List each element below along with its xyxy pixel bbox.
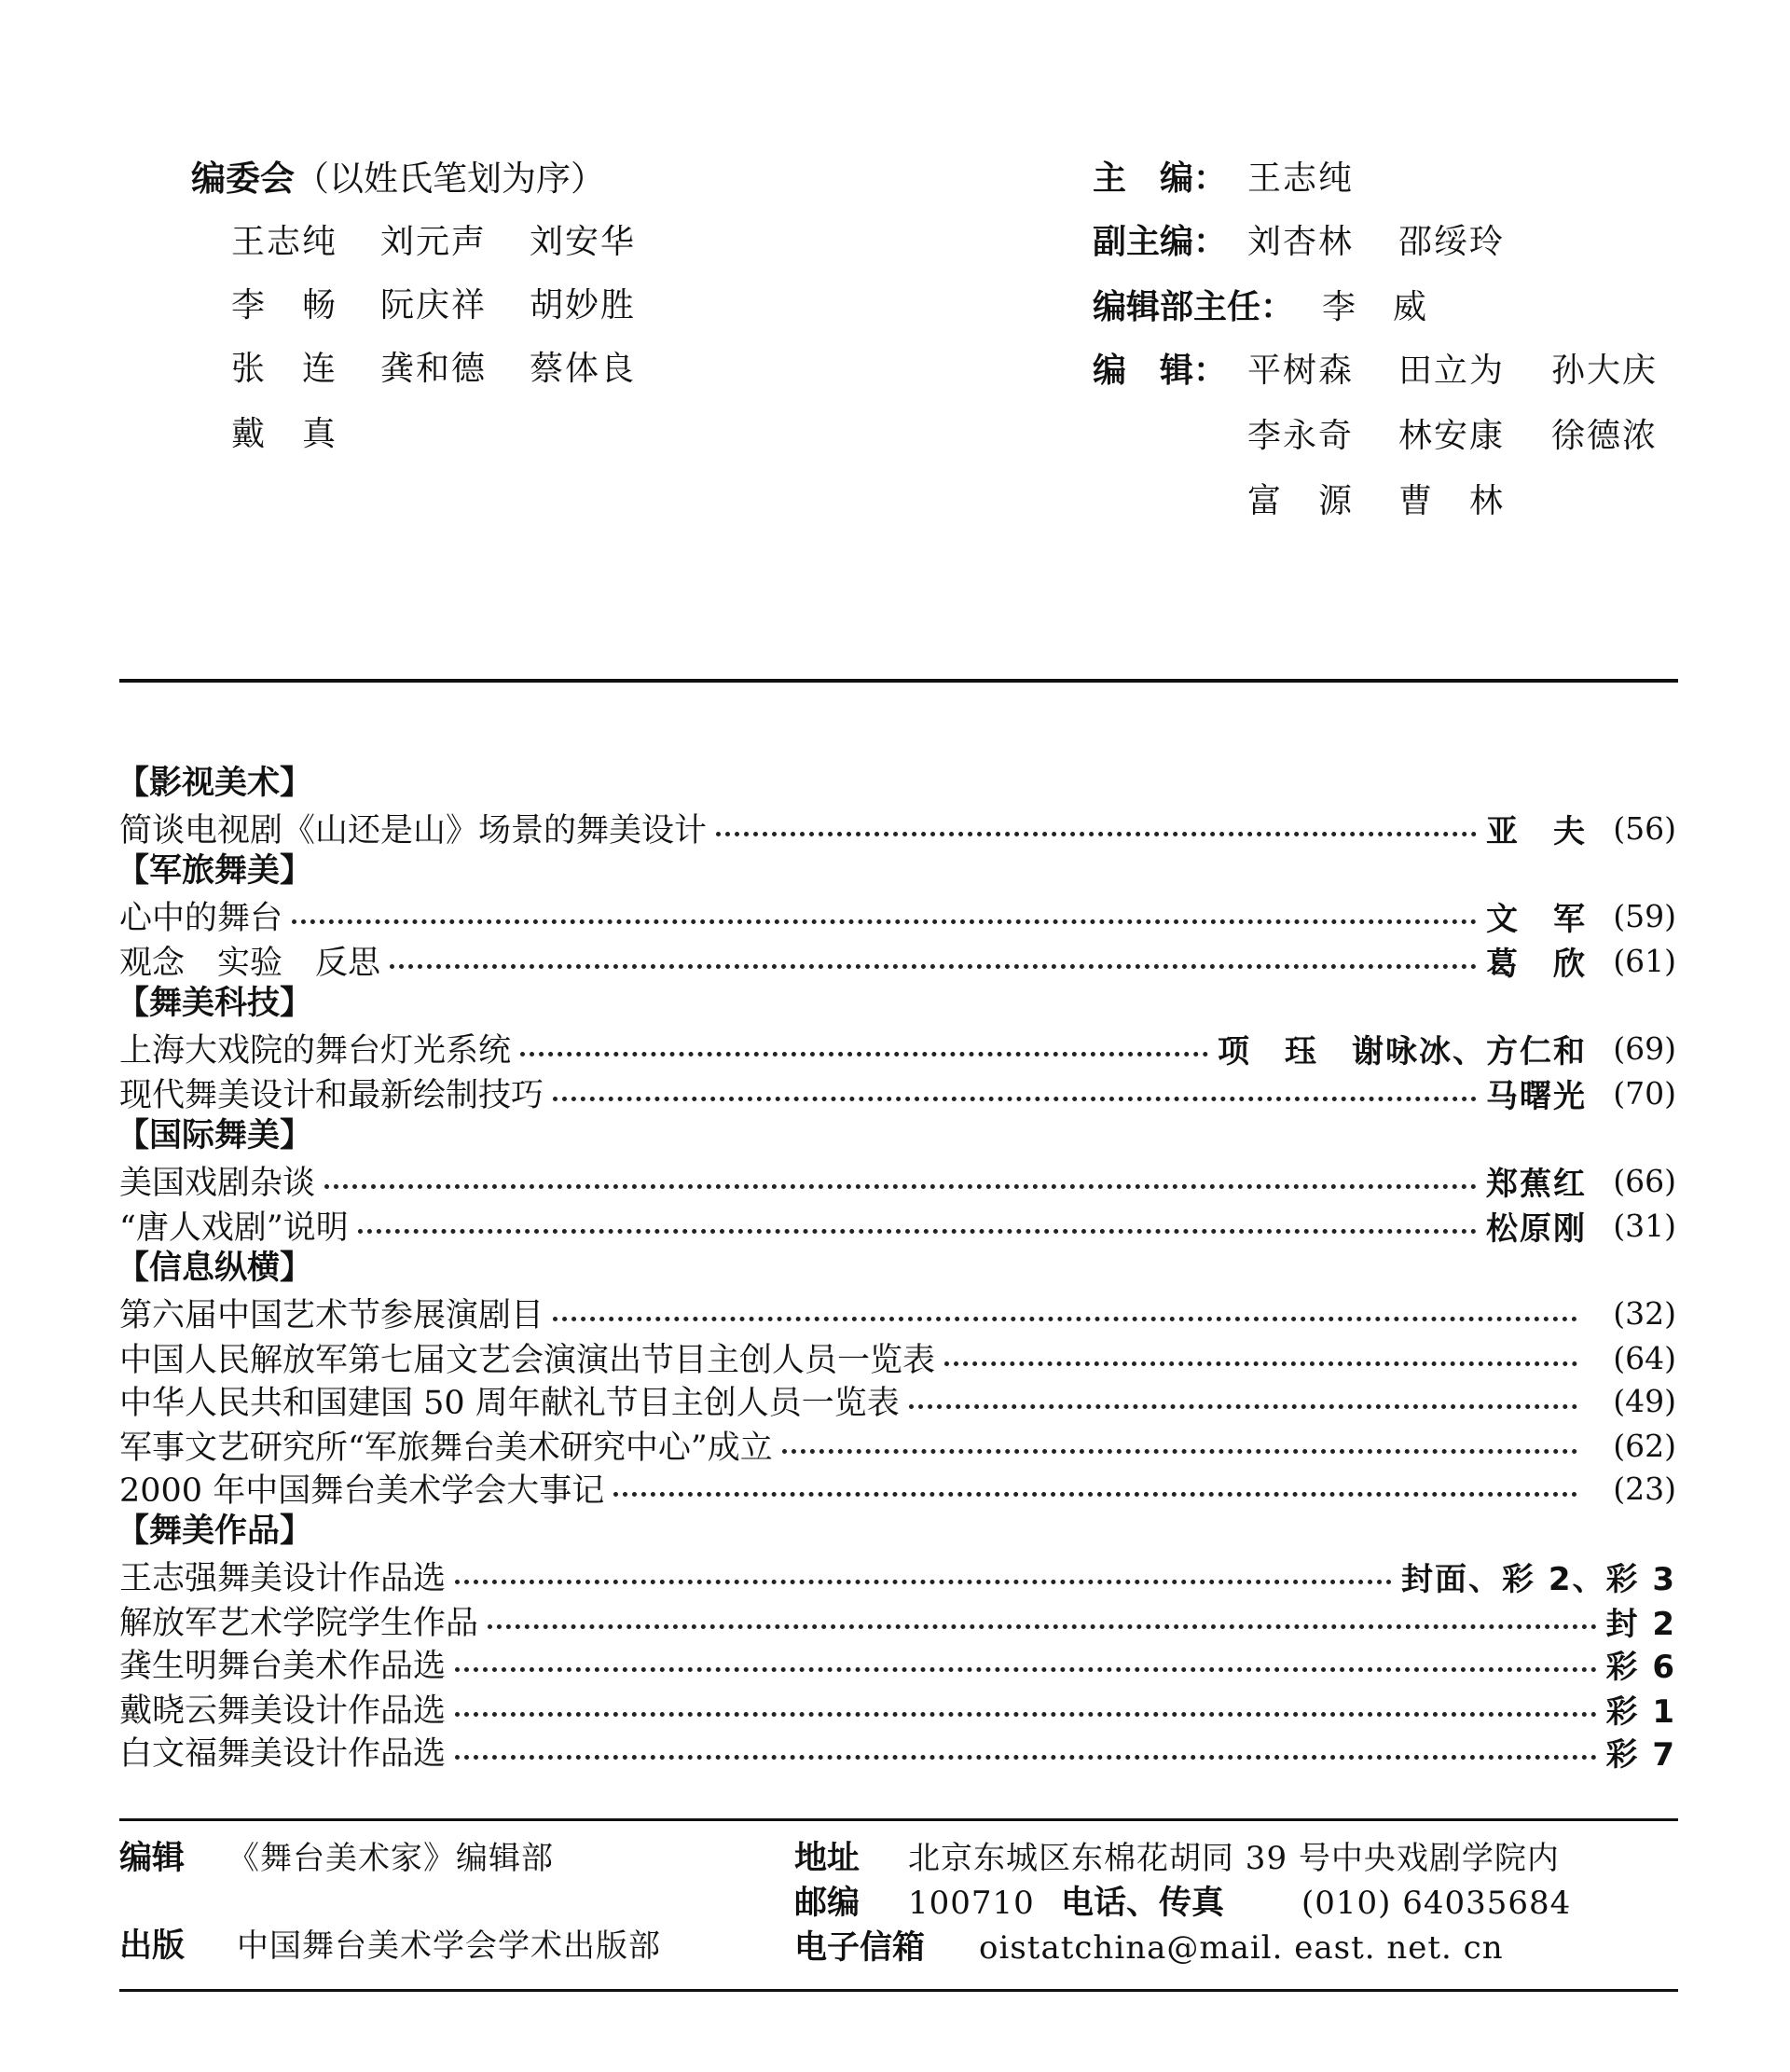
toc-entry-title: 龚生明舞台美术作品选 (119, 1648, 447, 1685)
toc-section-heading: 【舞美作品】 (117, 1513, 313, 1550)
toc-entry (119, 1686, 1676, 1731)
toc-entry-page: (64) (1613, 1339, 1676, 1376)
editor-name: 富 源 (1247, 482, 1355, 520)
toc-entry (119, 1641, 1676, 1686)
committee-member: 王志纯 (231, 223, 338, 261)
toc-entry (119, 1203, 1676, 1248)
toc-entry-author: 郑蕉红 (1486, 1165, 1587, 1203)
committee-member: 阮庆祥 (380, 286, 488, 325)
committee-note: （以姓氏笔划为序） (295, 159, 605, 199)
toc-leader-dots (716, 832, 1477, 836)
editor-name: 平树森 (1247, 352, 1355, 390)
toc-entry (119, 893, 1676, 938)
toc-leader-dots (553, 1097, 1477, 1101)
toc-leader-dots (455, 1667, 1596, 1672)
toc-entry-title: 观念 实验 反思 (119, 945, 381, 982)
toc-leader-dots (520, 1052, 1208, 1057)
toc-entry (119, 1378, 1676, 1423)
footer-divider (119, 1989, 1678, 1992)
postcode-value: 100710 (908, 1885, 1035, 1922)
toc-entry (119, 1423, 1676, 1468)
email-value: oistatchina@mail. east. net. cn (979, 1929, 1504, 1967)
committee-title: 编委会 (191, 159, 295, 199)
committee-member: 张 连 (231, 350, 338, 388)
toc-entry (119, 1729, 1676, 1774)
editorial-director: 李 威 (1322, 288, 1429, 326)
toc-entry-title: 美国戏剧杂谈 (119, 1165, 316, 1202)
toc-entry-title: 中国人民解放军第七届文艺会演演出节目主创人员一览表 (119, 1342, 936, 1379)
toc-entry-title: 2000 年中国舞台美术学会大事记 (119, 1472, 605, 1510)
toc-section-heading: 【信息纵横】 (117, 1250, 313, 1287)
toc-entry (119, 1554, 1676, 1598)
deputy-editor-label: 副主编： (1093, 223, 1228, 261)
committee-member: 龚和德 (380, 350, 488, 388)
toc-entry-title: 上海大戏院的舞台灯光系统 (119, 1032, 512, 1070)
toc-entry-page: (66) (1613, 1162, 1676, 1199)
toc-entry-title: 中华人民共和国建国 50 周年献礼节目主创人员一览表 (119, 1385, 900, 1422)
toc-entry-page: (32) (1613, 1294, 1676, 1332)
toc-leader-dots (488, 1624, 1596, 1629)
edit-label: 编辑 (119, 1840, 186, 1877)
toc-leader-dots (455, 1712, 1596, 1717)
toc-entry-title: 第六届中国艺术节参展演剧目 (119, 1297, 544, 1334)
toc-entry-page: (70) (1613, 1074, 1676, 1112)
toc-entry (119, 1598, 1676, 1643)
toc-entry-title: 简谈电视剧《山还是山》场景的舞美设计 (119, 812, 708, 850)
toc-entry-title: 白文福舞美设计作品选 (119, 1735, 447, 1773)
publish-label: 出版 (119, 1927, 186, 1965)
toc-entry (119, 1466, 1676, 1511)
contents-divider (119, 1818, 1678, 1821)
toc-entry (119, 1026, 1676, 1071)
toc-leader-dots (613, 1492, 1577, 1497)
toc-section-heading: 【影视美术】 (117, 765, 313, 802)
toc-entry-title: “唐人戏剧”说明 (119, 1209, 349, 1247)
toc-entry-location: 彩 1 (1605, 1692, 1676, 1731)
toc-entry (119, 1291, 1676, 1335)
postcode-label: 邮编 (794, 1885, 861, 1922)
masthead-divider (119, 679, 1678, 683)
address-value: 北京东城区东棉花胡同 39 号中央戏剧学院内 (908, 1840, 1560, 1877)
phone-label: 电话、传真 (1061, 1885, 1225, 1922)
toc-entry-author: 葛 欣 (1486, 945, 1587, 983)
toc-entry-page: (23) (1613, 1470, 1676, 1507)
editor-name: 徐德浓 (1551, 417, 1659, 455)
toc-leader-dots (358, 1229, 1477, 1234)
edit-value: 《舞台美术家》编辑部 (227, 1840, 554, 1877)
editor-name: 曹 林 (1398, 482, 1506, 520)
toc-entry (119, 806, 1676, 850)
editor-name: 李永奇 (1247, 417, 1355, 455)
toc-entry-title: 军事文艺研究所“军旅舞台美术研究中心”成立 (119, 1430, 773, 1467)
toc-section-heading: 【军旅舞美】 (117, 852, 313, 890)
toc-entry-page: (59) (1613, 897, 1676, 934)
chief-editor-label: 主 编： (1093, 159, 1228, 198)
toc-entry-location: 封 2 (1605, 1605, 1676, 1643)
toc-entry-author: 项 珏 谢咏冰、方仁和 (1218, 1032, 1587, 1071)
toc-entry-page: (69) (1613, 1029, 1676, 1067)
toc-entry-location: 彩 7 (1605, 1735, 1676, 1774)
toc-entry-title: 戴晓云舞美设计作品选 (119, 1692, 447, 1730)
toc-section-heading: 【舞美科技】 (117, 985, 313, 1022)
committee-member: 刘元声 (380, 223, 488, 261)
toc-entry-page: (31) (1613, 1207, 1676, 1244)
committee-member: 蔡体良 (530, 350, 637, 388)
toc-entry-author: 松原刚 (1486, 1209, 1587, 1248)
toc-entry-author: 文 军 (1486, 900, 1587, 938)
committee-member: 戴 真 (231, 415, 338, 453)
committee-member: 李 畅 (231, 286, 338, 325)
toc-entry (119, 1335, 1676, 1380)
editor-name: 田立为 (1398, 352, 1506, 390)
toc-entry-page: (61) (1613, 942, 1676, 979)
toc-entry-title: 现代舞美设计和最新绘制技巧 (119, 1077, 544, 1114)
editor-name: 孙大庆 (1551, 352, 1659, 390)
deputy-editor: 邵绥玲 (1398, 223, 1506, 261)
toc-section-heading: 【国际舞美】 (117, 1117, 313, 1154)
toc-entry-title: 解放军艺术学院学生作品 (119, 1605, 479, 1642)
toc-entry-title: 王志强舞美设计作品选 (119, 1560, 447, 1597)
editors-label: 编 辑： (1093, 352, 1228, 390)
toc-entry-location: 彩 6 (1605, 1648, 1676, 1686)
toc-leader-dots (553, 1317, 1577, 1321)
deputy-editor: 刘杏林 (1247, 223, 1355, 261)
phone-value: (010) 64035684 (1301, 1885, 1572, 1922)
committee-heading (191, 157, 605, 201)
toc-entry-author: 亚 夫 (1486, 812, 1587, 850)
toc-leader-dots (390, 964, 1477, 969)
toc-entry-page: (56) (1613, 809, 1676, 847)
toc-leader-dots (455, 1755, 1596, 1760)
email-label: 电子信箱 (794, 1929, 926, 1967)
toc-entry (119, 938, 1676, 983)
chief-editor: 王志纯 (1247, 159, 1355, 198)
committee-member: 刘安华 (530, 223, 637, 261)
toc-entry-location: 封面、彩 2、彩 3 (1401, 1560, 1676, 1598)
toc-leader-dots (455, 1580, 1392, 1584)
toc-entry-page: (49) (1613, 1382, 1676, 1419)
editor-name: 林安康 (1398, 417, 1506, 455)
toc-entry (119, 1158, 1676, 1203)
toc-leader-dots (909, 1404, 1577, 1409)
toc-entry-author: 马曙光 (1486, 1077, 1587, 1115)
toc-entry (119, 1071, 1676, 1115)
address-label: 地址 (794, 1840, 861, 1877)
publish-value: 中国舞台美术学会学术出版部 (237, 1927, 661, 1965)
toc-leader-dots (782, 1449, 1577, 1454)
toc-leader-dots (324, 1184, 1477, 1189)
toc-leader-dots (292, 919, 1477, 924)
toc-entry-page: (62) (1613, 1427, 1676, 1464)
toc-leader-dots (944, 1361, 1577, 1366)
toc-entry-title: 心中的舞台 (119, 900, 283, 937)
committee-member: 胡妙胜 (530, 286, 637, 325)
director-label: 编辑部主任： (1093, 288, 1295, 326)
